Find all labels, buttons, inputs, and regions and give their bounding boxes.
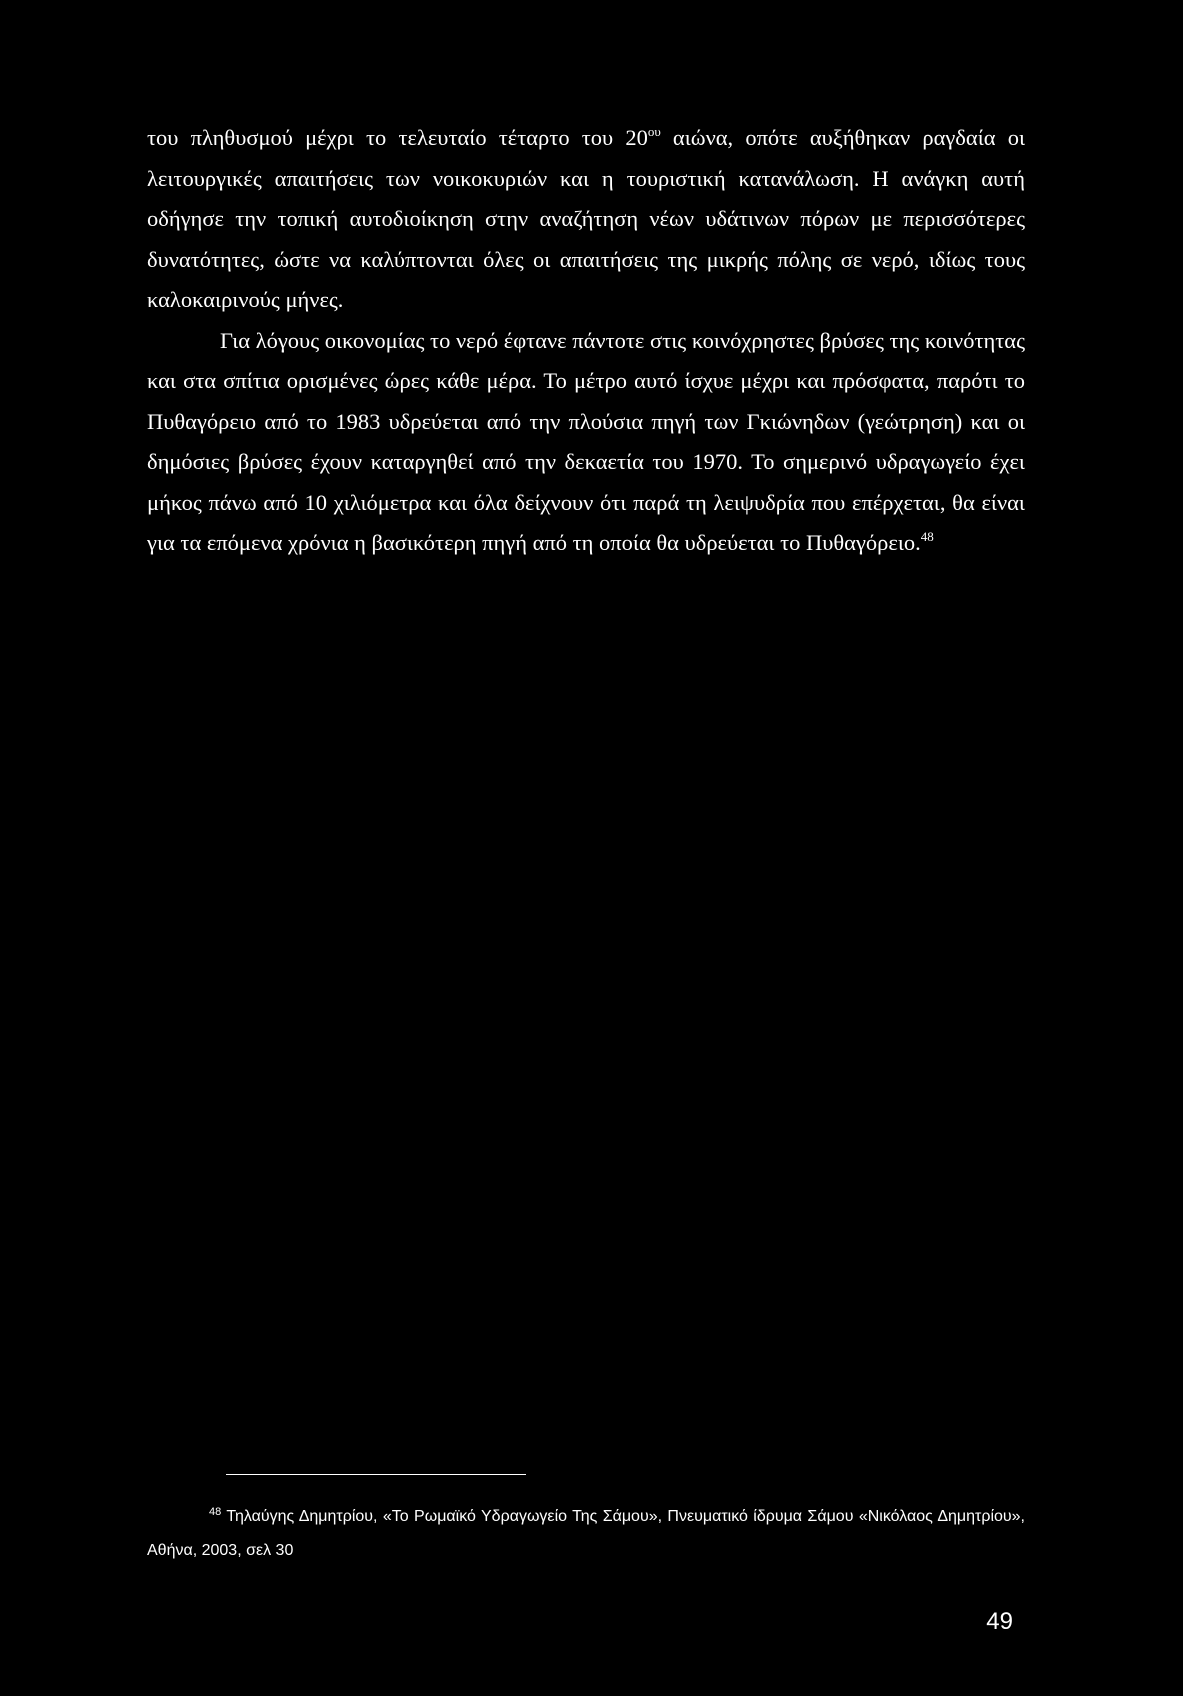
footnote-separator <box>226 1474 526 1475</box>
paragraph-2-text: Για λόγους οικονομίας το νερό έφτανε πάντοτε στις κοινόχρηστες βρύσες της κοινότητας και στα σπίτια ορισμένες ώρες κάθε μέρα. Το μέτρο αυτό ίσχυε μέχρι και πρόσφατα, παρότι το Πυθαγόρειο από το 1983 υδρεύεται από την πλούσια πηγή των Γκιώνηδων (γεώτρηση) και οι δημόσιες βρύσες έχουν καταργηθεί από την δεκαετία του 1970. Το σημερινό υδραγωγείο έχει μήκος πάνω από 10 χιλιόμετρα και όλα δείχνουν ότι παρά τη λειψυδρία που επέρχεται, θα είναι για τα επόμενα χρόνια η βασικότερη πηγή από τη οποία θα υδρεύεται το Πυθαγόρειο. <box>147 327 1025 555</box>
paragraph-1-text-a: του πληθυσμού μέχρι το τελευταίο τέταρτο του 20 <box>147 125 648 150</box>
footnote-text <box>147 1500 1025 1568</box>
body-text <box>147 118 1025 564</box>
page-number: 49 <box>986 1608 1013 1635</box>
paragraph-2 <box>147 321 1025 564</box>
paragraph-1 <box>147 118 1025 321</box>
paragraph-1-text-b: αιώνα, οπότε αυξήθηκαν ραγδαία οι λειτουργικές απαιτήσεις των νοικοκυριών και η τουριστική κατανάλωση. Η ανάγκη αυτή οδήγησε την τοπική αυτοδιοίκηση στην αναζήτηση νέων υδάτινων πόρων με περισσότερες δυνατότητες, ώστε να καλύπτονται όλες οι απαιτήσεις της μικρής πόλης σε νερό, ιδίως τους καλοκαιρινούς μήνες. <box>147 125 1025 312</box>
ordinal-superscript: ου <box>647 124 661 139</box>
footnote-marker: 48 <box>209 1506 222 1518</box>
footnote-citation: Τηλαύγης Δημητρίου, «Το Ρωμαϊκό Υδραγωγείο Της Σάμου», Πνευματικό ίδρυμα Σάμου «Νικόλαος Δημητρίου», Αθήνα, 2003, σελ 30 <box>147 1508 1025 1559</box>
footnote <box>147 1500 1025 1568</box>
footnote-reference: 48 <box>920 529 934 544</box>
